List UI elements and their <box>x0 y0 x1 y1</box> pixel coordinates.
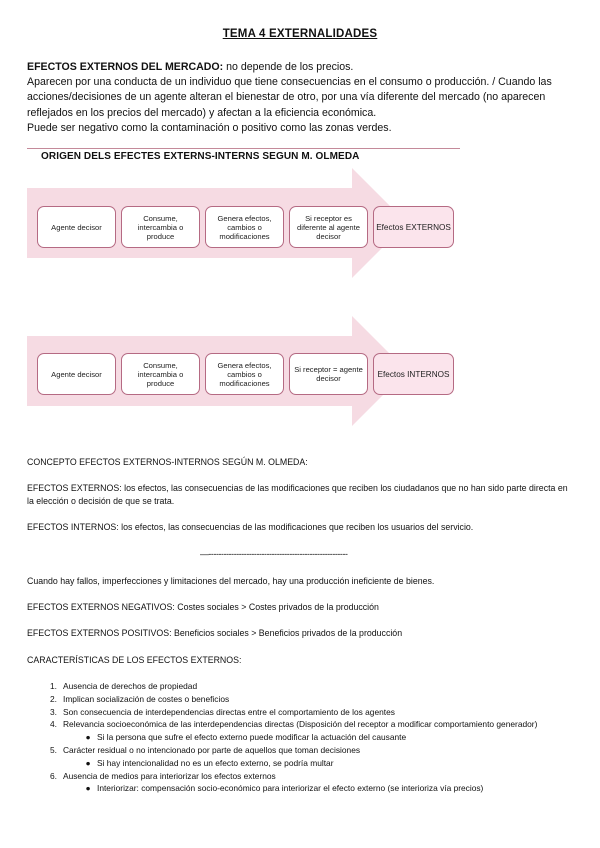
intro-heading: EFECTOS EXTERNOS DEL MERCADO: <box>27 61 224 73</box>
concepts-heading: CONCEPTO EFECTOS EXTERNOS-INTERNOS SEGÚN M. OLMEDA: <box>27 457 308 467</box>
intro-heading-rest: no depende de los precios. <box>223 61 354 73</box>
list-item: 3. Son consecuencia de interdependencias directas entre el comportamiento de los agentes <box>50 706 395 717</box>
sub-list-item: ● Interiorizar: compensación socio-económico para interiorizar el efecto externo (se interioriza vía precios) <box>27 782 587 795</box>
sub-list-item: ● Si hay intencionalidad no es un efecto externo, se podría multar <box>27 757 587 770</box>
box-consume: Consume, intercambia o produce <box>121 206 200 248</box>
intro-heading-line <box>27 60 583 75</box>
page-title: TEMA 4 EXTERNALIDADES <box>222 28 378 40</box>
box-receptor: Si receptor es diferente al agente decisor <box>289 206 368 248</box>
box-consume: Consume, intercambia o produce <box>121 353 200 395</box>
bullet-icon: ● <box>85 732 91 743</box>
list-item: 5. Carácter residual o no intencionado por parte de aquellos que toman decisiones <box>50 744 361 755</box>
box-efectos-externos: Efectos EXTERNOS <box>373 206 454 248</box>
box-receptor: Si receptor = agente decisor <box>289 353 368 395</box>
intro-examples: Puede ser negativo como la contaminación o positivo como las zonas verdes. <box>27 121 392 134</box>
intro-section <box>27 60 583 136</box>
list-item: 6. Ausencia de medios para interiorizar los efectos externos <box>50 770 276 781</box>
box-efectos-internos: Efectos INTERNOS <box>373 353 454 395</box>
box-genera-efectos: Genera efectos, cambios o modificaciones <box>205 353 284 395</box>
fallos-text: Cuando hay fallos, imperfecciones y limitaciones del mercado, hay una producción ineficiente de bienes. <box>27 576 435 586</box>
diagram-rule <box>27 148 460 149</box>
box-genera-efectos: Genera efectos, cambios o modificaciones <box>205 206 284 248</box>
origin-diagram <box>27 146 467 416</box>
intro-paragraph: Aparecen por una conducta de un individuo que tiene consecuencias en el consumo o producción. / Cuando las acciones/decisiones de un agente alteran el bienestar de otro, por una vía diferente del mercado (no aparecen reflejados en los precios del mercado) y afectan a la eficiencia económica. <box>27 76 552 119</box>
internos-definition: EFECTOS INTERNOS: los efectos, las consecuencias de las modificaciones que reciben los usuarios del servicio. <box>27 522 474 532</box>
list-item: 4. Relevancia socioeconómica de las interdependencias directas (Disposición del receptor a modificar comportamiento generador) <box>50 719 538 730</box>
bullet-icon: ● <box>85 783 91 794</box>
externos-definition: EFECTOS EXTERNOS: los efectos, las consecuencias de las modificaciones que reciben los ciudadanos que no han sido parte directa en la elección o decisión de que se trata. <box>27 483 568 506</box>
bullet-icon: ● <box>85 757 91 768</box>
box-agente-decisor: Agente decisor <box>37 353 116 395</box>
list-item: 1. Ausencia de derechos de propiedad <box>50 681 198 691</box>
list-item: 2. Implican socialización de costes o beneficios <box>50 693 230 704</box>
negativos-text: EFECTOS EXTERNOS NEGATIVOS: Costes sociales > Costes privados de la producción <box>27 602 379 612</box>
caracteristicas-heading: CARACTERÍSTICAS DE LOS EFECTOS EXTERNOS: <box>27 655 242 665</box>
box-agente-decisor: Agente decisor <box>37 206 116 248</box>
positivos-text: EFECTOS EXTERNOS POSITIVOS: Beneficios sociales > Beneficios privados de la producción <box>27 628 403 638</box>
sub-list-item: ● Si la persona que sufre el efecto externo puede modificar la actuación del causante <box>27 731 587 744</box>
characteristics-list <box>27 680 587 795</box>
section-divider: —------------------------------------------------------- <box>200 549 348 559</box>
diagram-title: ORIGEN DELS EFECTES EXTERNS-INTERNS SEGUN M. OLMEDA <box>41 151 360 162</box>
